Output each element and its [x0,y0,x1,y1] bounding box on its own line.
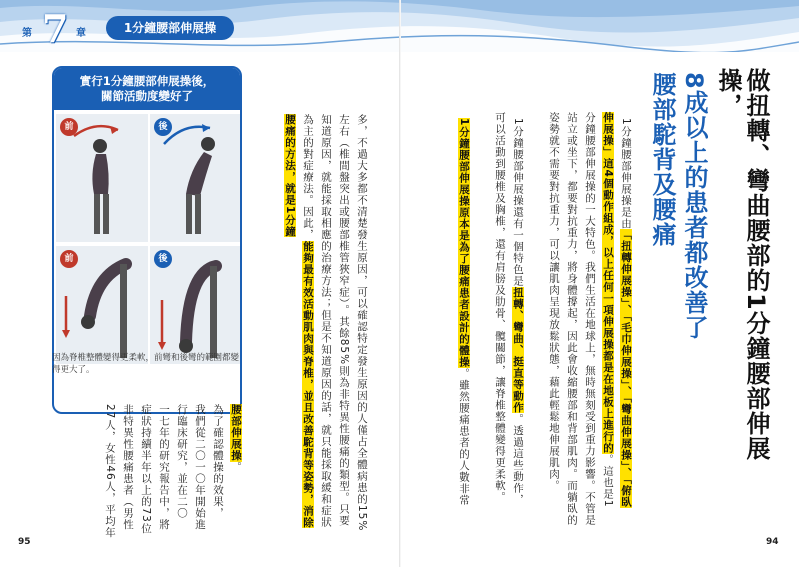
tag-before-2: 前 [60,250,78,268]
right-text-col-4: 站立或坐下，都要對抗重力，將身體撐起，因此會收縮腰部和背部肌肉。而躺臥的 [566,112,578,526]
left-page [0,52,400,567]
right-col8-text: 。雖然腰痛患者的人數非常 [458,367,470,506]
right-text-col-5: 姿勢就不需要對抗重力，可以讓肌肉呈現放鬆狀態，藉此輕鬆地伸展肌肉。 [548,112,560,492]
photo-box-title-line2: 關節活動度變好了 [101,89,193,103]
right-text-col-1 [618,118,634,538]
tag-before-1: 前 [60,118,78,136]
left-col4-highlight: 能夠最有效活動肌肉與脊椎，並且改善駝背等姿勢，消除 [302,240,314,528]
photo-box-title-line1: 實行1分鐘腰部伸展操後， [79,74,215,88]
chapter-badge [14,6,110,51]
left-col4-text: 為主的對症療法。因此， [302,114,314,241]
left-text-col-10: 一七年的研究報告中，將 [158,404,170,531]
left-text-col-6 [228,404,244,554]
left-text-col-3: 知道原因，就能採取相應的治療方法；但是不知道原因的話，就只能採取緩和症狀 [320,114,332,528]
left-text-col-9: 行臨床研究，並在二〇 [176,404,188,519]
right-page-number: 94 [766,537,779,547]
left-text-col-11: 症狀持續半年以上的73位 [140,404,152,535]
left-col6-highlight: 腰部伸展操 [230,404,242,462]
right-text-col-8 [456,118,472,538]
tag-after-2: 後 [154,250,172,268]
left-col5-highlight: 腰痛的方法，就是1分鐘 [284,114,296,238]
left-text-col-12: 非特異性腰痛患者（男性 [122,404,134,531]
photo-box-title [54,68,240,110]
left-text-col-7: 為了確認體操的效果， [212,404,224,519]
left-text-col-13: 27人，女性46人，平均年 [104,404,116,539]
left-text-col-1: 多，不過大多都不清楚發生原因，可以確認特定發生原因的人僅占全體病患的15% [356,114,368,532]
left-col6-text: 。 [230,461,242,473]
headline-line-3: 腰部駝背及腰痛 [648,72,676,247]
left-text-col-5 [282,114,298,534]
forwardbend-before-photo [56,246,148,364]
right-col1-text: 1分鐘腰部伸展操是由 [620,118,632,230]
photo-caption: 因為脊椎整體變得更柔軟，前彎和後彎的範圍都變得更大了。 [52,353,240,375]
backbend-before-photo [56,114,148,242]
right-text-col-3: 分鐘腰部伸展操的一大特色。我們生活在地球上，無時無刻受到重力影響。不管是 [584,112,596,526]
right-col2-highlight: 伸展操」這4個動作組成，以上任何一項伸展操都是在地板上進行的 [602,112,614,454]
right-col6-text: 1分鐘腰部伸展操還有一個特色是 [512,118,524,287]
right-col6-tail: 。透過這些動作， [512,413,524,506]
right-text-col-6 [510,118,526,538]
right-text-col-2 [600,112,616,532]
chapter-title: 1分鐘腰部伸展操 [106,16,234,40]
left-text-col-8: 我們從二〇一〇年開始進 [194,404,206,531]
right-col6-highlight: 扭轉、彎曲、挺直等動作 [512,286,524,414]
right-col2-text: 。這也是1 [602,453,614,508]
right-col1-highlight: 「扭轉伸展操」、「毛巾伸展操」、「彎曲伸展操」、「俯臥 [620,229,632,509]
chapter-suffix: 章 [76,28,86,39]
forwardbend-after-photo [150,246,242,364]
left-page-number: 95 [18,537,31,547]
tag-after-1: 後 [154,118,172,136]
backbend-after-photo [150,114,242,242]
left-text-col-2: 左右（椎間盤突出或腰部椎管狹窄症）。其餘85%則為非特異性腰痛的類型。只要 [338,114,350,527]
left-text-col-4 [300,114,316,534]
chapter-prefix: 第 [22,28,32,39]
headline-line-2: 8成以上的患者都改善了 [680,72,708,340]
headline-line-1: 做扭轉、彎曲腰部的1分鐘腰部伸展操， [714,68,770,461]
chapter-number: 7 [42,6,69,51]
right-col8-highlight: 1分鐘腰部伸展操原本是為了腰痛患者設計的體操 [458,118,470,368]
right-text-col-7: 可以活動到腰椎及胸椎，還有肩膀及肋骨、髖關節，讓脊椎整體變得更柔軟。 [494,112,506,503]
